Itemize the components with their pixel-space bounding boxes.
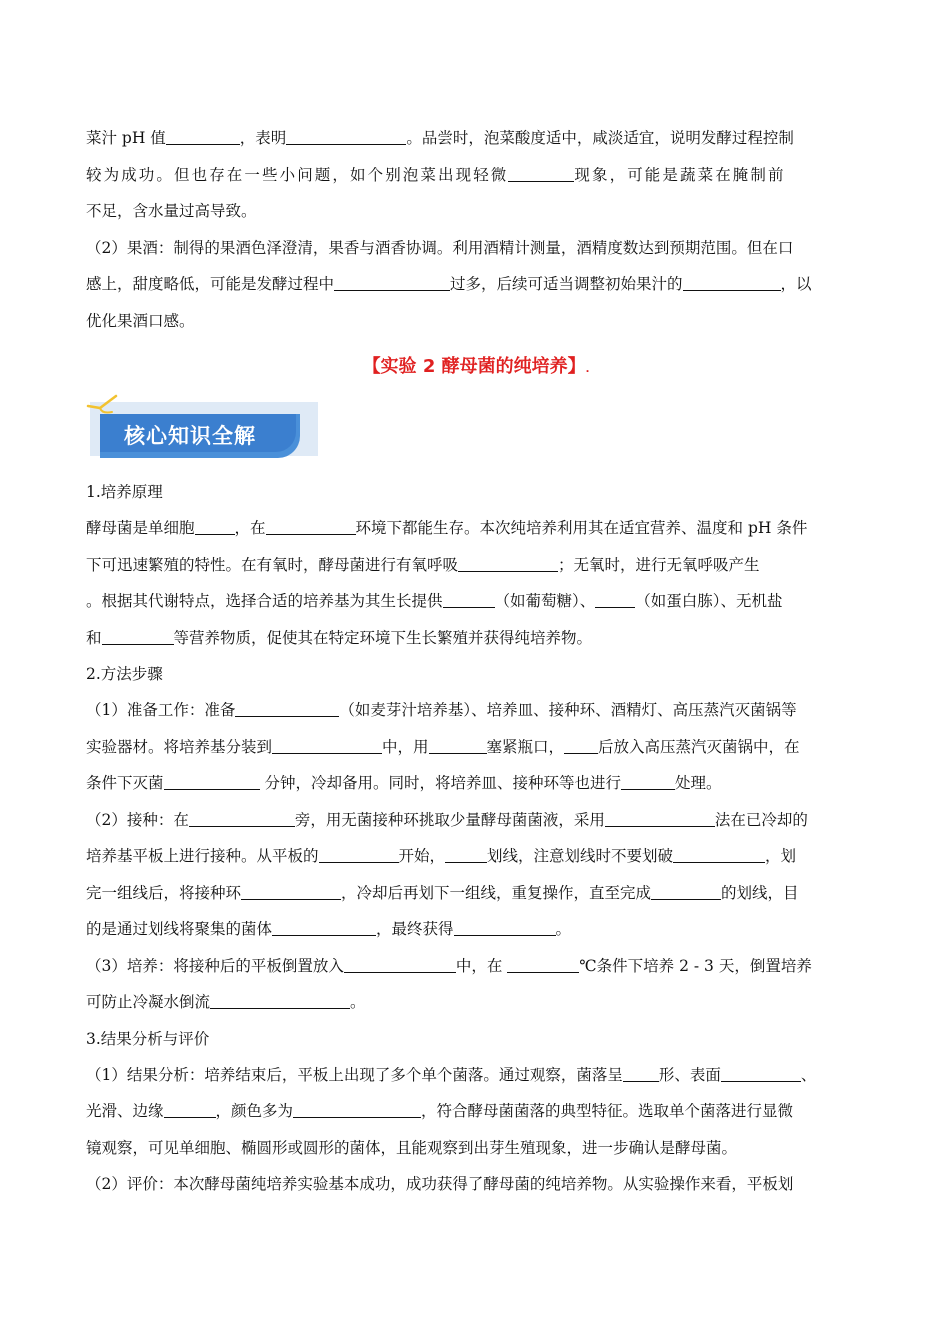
paragraph: [86, 984, 866, 1021]
text: 。根据其代谢特点，选择合适的培养基为其生长提供: [86, 592, 443, 610]
text: 镜观察，可见单细胞、椭圆形或圆形的菌体，且能观察到出芽生殖现象，进一步确认是酵母菌。: [86, 1138, 738, 1157]
paragraph: [86, 875, 866, 912]
fill-blank[interactable]: [293, 1102, 421, 1119]
fill-blank[interactable]: [241, 883, 341, 900]
text: ，在: [234, 519, 266, 537]
paragraph: [86, 583, 866, 620]
fill-blank[interactable]: [621, 774, 675, 791]
text: 下可迅速繁殖的特性。在有氧时，酵母菌进行有氧呼吸: [86, 555, 459, 574]
fill-blank[interactable]: [164, 774, 260, 791]
paragraph: [86, 911, 866, 948]
text: （1）结果分析：培养结束后，平板上出现了多个单个菌落。通过观察，菌落呈: [86, 1065, 623, 1084]
fill-blank[interactable]: [721, 1065, 801, 1082]
text: ℃条件下培养 2 - 3 天，倒置培养: [579, 956, 812, 975]
paragraph: [86, 620, 866, 657]
fill-blank[interactable]: [429, 737, 487, 754]
paragraph: [86, 230, 866, 267]
paragraph: [86, 1057, 866, 1094]
text: 法在已冷却的: [714, 810, 808, 829]
text: （如蛋白胨）、无机盐: [635, 592, 783, 610]
text: 、: [800, 1065, 817, 1084]
text: ，颜色多为: [215, 1102, 294, 1120]
fill-blank[interactable]: [508, 165, 574, 182]
text: ，最终获得: [376, 920, 454, 938]
text: 现象，可能是蔬菜在腌制前: [574, 165, 786, 184]
fill-blank[interactable]: [286, 129, 406, 146]
text: 较为成功。但也存在一些小问题，如个别泡菜出现轻微: [86, 165, 509, 184]
fill-blank[interactable]: [189, 810, 295, 827]
text: （如麦芽汁培养基）、培养皿、接种环、酒精灯、高压蒸汽灭菌锅等: [339, 701, 797, 719]
title-dot: .: [585, 364, 590, 375]
text: 感上，甜度略低，可能是发酵过程中: [86, 275, 335, 293]
paragraph: [86, 802, 866, 839]
text: ，以: [780, 275, 812, 293]
paragraph: [86, 193, 866, 230]
fill-blank[interactable]: [272, 920, 376, 937]
text: 塞紧瓶口，: [486, 737, 565, 756]
text: （3）培养：将接种后的平板倒置放入: [86, 956, 344, 975]
checkmark-icon: [86, 394, 126, 420]
paragraph: [86, 266, 866, 303]
text: ，划: [765, 847, 797, 865]
text: 开始，: [398, 847, 446, 865]
paragraph: [86, 1130, 866, 1167]
fill-blank[interactable]: [564, 737, 598, 754]
text: ；无氧时，进行无氧呼吸产生: [558, 555, 760, 574]
fill-blank[interactable]: [195, 519, 235, 536]
fill-blank[interactable]: [102, 628, 174, 645]
fill-blank[interactable]: [319, 847, 399, 864]
fill-blank[interactable]: [595, 592, 635, 609]
text: 形、表面: [658, 1065, 721, 1084]
text: 菜汁 pH 值: [86, 129, 166, 147]
fill-blank[interactable]: [443, 592, 495, 609]
fill-blank[interactable]: [445, 847, 487, 864]
text: 光滑、边缘: [86, 1102, 164, 1120]
text: （1）准备工作：准备: [86, 701, 236, 719]
fill-blank[interactable]: [344, 956, 456, 973]
section-heading: 3.结果分析与评价: [86, 1029, 210, 1048]
text: 过多，后续可适当调整初始果汁的: [450, 275, 683, 293]
fill-blank[interactable]: [683, 275, 781, 292]
paragraph: [86, 1166, 866, 1203]
section-heading: 2.方法步骤: [86, 665, 163, 683]
text: 完一组线后，将接种环: [86, 883, 242, 902]
text: 和: [86, 628, 102, 647]
paragraph: [86, 510, 866, 547]
paragraph: [86, 547, 866, 584]
text: （2）评价：本次酵母菌纯培养实验基本成功，成功获得了酵母菌的纯培养物。从实验操作来看，平板划: [86, 1175, 794, 1193]
fill-blank[interactable]: [458, 555, 558, 572]
text: 。: [555, 920, 572, 938]
text: ，符合酵母菌菌落的典型特征。选取单个菌落进行显微: [421, 1102, 794, 1120]
text: 划线，注意划线时不要划破: [487, 847, 674, 865]
paragraph: [86, 692, 866, 729]
text: 。品尝时，泡菜酸度适中，咸淡适宜，说明发酵过程控制: [406, 129, 794, 147]
knowledge-banner: [84, 400, 324, 462]
paragraph: [86, 1093, 866, 1130]
text: ，冷却后再划下一组线，重复操作，直至完成: [341, 883, 652, 902]
paragraph: [86, 765, 866, 802]
text: 的划线，目: [721, 883, 799, 902]
text: 等营养物质，促使其在特定环境下生长繁殖并获得纯培养物。: [173, 628, 593, 647]
text: 中，在: [455, 956, 508, 975]
section-heading: 1.培养原理: [86, 483, 163, 501]
text: 处理。: [674, 774, 722, 792]
text: 旁，用无菌接种环挑取少量酵母菌菌液，采用: [294, 810, 605, 829]
text: 的是通过划线将聚集的菌体: [86, 920, 273, 938]
section-title-text: 【实验 2 酵母菌的纯培养】: [362, 356, 586, 377]
text: 可防止冷凝水倒流: [86, 993, 211, 1011]
paragraph: [86, 157, 866, 194]
fill-blank[interactable]: [166, 129, 240, 146]
text: 不足，含水量过高导致。: [86, 202, 257, 220]
fill-blank[interactable]: [507, 956, 579, 973]
text: 环境下都能生存。本次纯培养利用其在适宜营养、温度和 pH 条件: [355, 519, 808, 537]
text: 中，用: [382, 737, 429, 756]
document-page: [86, 120, 866, 1203]
fill-blank[interactable]: [272, 737, 382, 754]
paragraph: [86, 120, 866, 157]
text: 分钟，冷却备用。同时，将培养皿、接种环等也进行: [259, 774, 621, 792]
fill-blank[interactable]: [605, 810, 715, 827]
fill-blank[interactable]: [235, 701, 339, 718]
fill-blank[interactable]: [334, 275, 450, 292]
paragraph: [86, 838, 866, 875]
text: ，表明: [239, 129, 287, 147]
text: 酵母菌是单细胞: [86, 519, 195, 537]
text: 培养基平板上进行接种。从平板的: [86, 847, 319, 865]
text: 优化果酒口感。: [86, 311, 195, 330]
text: 后放入高压蒸汽灭菌锅中，在: [598, 737, 800, 756]
fill-blank[interactable]: [651, 883, 721, 900]
text: 。: [350, 993, 366, 1011]
text: 条件下灭菌: [86, 774, 164, 792]
text: （2）接种：在: [86, 810, 189, 829]
fill-blank[interactable]: [210, 993, 350, 1010]
banner-label: 核心知识全解: [124, 424, 256, 448]
section-title: [86, 349, 866, 388]
text: （如葡萄糖）、: [494, 592, 596, 610]
paragraph: [86, 303, 866, 340]
fill-blank[interactable]: [673, 847, 765, 864]
paragraph: [86, 729, 866, 766]
fill-blank[interactable]: [266, 519, 356, 536]
paragraph: [86, 948, 866, 985]
fill-blank[interactable]: [623, 1065, 659, 1082]
text: （2）果酒：制得的果酒色泽澄清，果香与酒香协调。利用酒精计测量，酒精度数达到预期范围。但在口: [86, 238, 794, 257]
fill-blank[interactable]: [454, 920, 556, 937]
text: 实验器材。将培养基分装到: [86, 737, 273, 756]
fill-blank[interactable]: [164, 1102, 216, 1119]
